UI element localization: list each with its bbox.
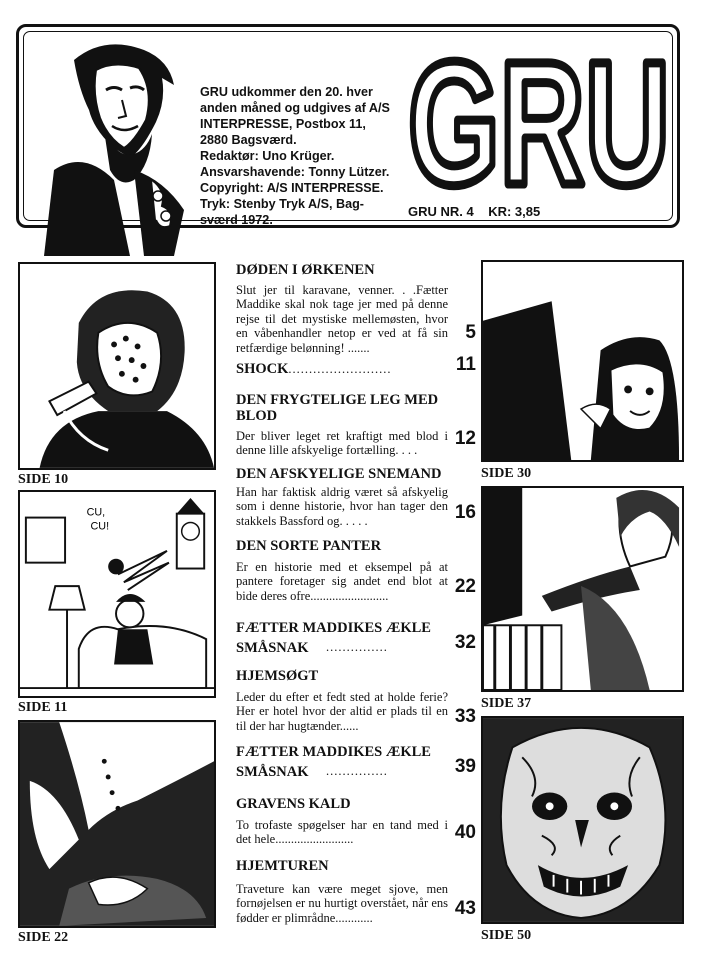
masthead-line: Tryk: Stenby Tryk A/S, Bag- [200, 197, 365, 211]
toc-title: DEN SORTE PANTER [236, 538, 382, 554]
toc-desc: Traveture kan være meget sjove, men fornøjelsen er nu hurtigt overstået, når ens fødder er plimrådne............ [236, 882, 448, 925]
illustration-side-50 [481, 716, 684, 924]
toc-dots: ............... [326, 764, 388, 778]
caption-side-30: SIDE 30 [481, 466, 532, 481]
toc-title: SHOCK [236, 361, 289, 377]
toc-entry [236, 668, 474, 733]
caption-side-10: SIDE 10 [18, 472, 69, 487]
toc-desc: Leder du efter et fedt sted at holde ferie? Her er hotel hvor der altid er plads til en til der har hugtænder...... [236, 690, 448, 733]
masthead-line: Copyright: A/S INTERPRESSE. [200, 181, 384, 195]
masthead-line: GRU udkommer den 20. hver [200, 85, 373, 99]
toc-title: DEN FRYGTELIGE LEG MED BLOD [236, 392, 439, 424]
toc-page-number: 33 [454, 706, 476, 727]
illustration-side-30 [481, 260, 684, 462]
illustration-side-22 [18, 720, 216, 928]
issue-number: GRU NR. 4 [408, 204, 474, 219]
toc-page-number: 43 [454, 898, 476, 919]
masthead-line: INTERPRESSE, Postbox 11, [200, 117, 366, 131]
caption-side-50: SIDE 50 [481, 928, 532, 943]
toc-desc: Er en historie med et eksempel på at pantere foretager sig andet end blot at bide deres ofre......................... [236, 560, 448, 603]
toc-desc: Slut jer til karavane, venner. . .Fætter Maddike skal nok tage jer med på denne rejse til det mystiske mellemøsten, hvor en våbenhandler netop er ved at få sin retfærdige belønning! ....... [236, 283, 448, 355]
issue-line [408, 204, 540, 219]
toc-page-number: 32 [454, 632, 476, 653]
speech-line: CU! [90, 520, 110, 533]
masthead-line: Ansvarshavende: Tonny Lützer. [200, 165, 390, 179]
toc-entry [236, 354, 476, 378]
issue-price: KR: 3,85 [488, 204, 541, 219]
toc-dots: ............... [326, 640, 388, 654]
masthead-line: 2880 Bagsværd. [200, 133, 297, 147]
toc-entry [236, 858, 474, 925]
toc-desc: Der bliver leget ret kraftigt med blod i denne lille afskyelige fortælling. . . . [236, 429, 448, 458]
logo-text: GRU [408, 34, 670, 202]
toc-title: FÆTTER MADDIKES ÆKLE SMÅSNAK [236, 744, 431, 780]
toc-title: DEN AFSKYELIGE SNEMAND [236, 466, 442, 482]
toc-title: DØDEN I ØRKENEN [236, 262, 375, 278]
host-portrait-illustration [34, 30, 194, 256]
toc-entry [236, 796, 474, 847]
toc-page-number: 11 [455, 354, 476, 375]
illustration-side-11 [18, 490, 216, 698]
toc-dots: ......................... [288, 362, 392, 376]
illustration-side-10 [18, 262, 216, 470]
toc-entry [236, 618, 474, 658]
toc-page-number: 22 [454, 576, 476, 597]
speech-line: CU, [86, 506, 106, 519]
gru-logo [405, 34, 673, 202]
toc-page-number: 16 [454, 502, 476, 523]
masthead-line: anden måned og udgives af A/S [200, 101, 390, 115]
toc-desc: Han har faktisk aldrig været så afskyelig som i denne historie, hvor han tager den stakkels Bassford og. . . . . [236, 485, 448, 528]
toc-entry [236, 466, 474, 528]
illustration-side-37 [481, 486, 684, 692]
masthead-text [200, 84, 400, 228]
caption-side-22: SIDE 22 [18, 930, 69, 945]
toc-title: HJEMSØGT [236, 668, 319, 684]
toc-entry [236, 742, 474, 782]
toc-page-number: 5 [465, 322, 476, 343]
toc-page-number: 12 [454, 428, 476, 449]
toc-page-number: 39 [454, 756, 476, 777]
toc-title: GRAVENS KALD [236, 796, 351, 812]
toc-page-number: 40 [454, 822, 476, 843]
toc-desc: To trofaste spøgelser har en tand med i det hele......................... [236, 818, 448, 847]
caption-side-37: SIDE 37 [481, 696, 532, 711]
toc-title: HJEMTUREN [236, 858, 329, 874]
caption-side-11: SIDE 11 [18, 700, 68, 715]
masthead-line: Redaktør: Uno Krüger. [200, 149, 335, 163]
toc-entry [236, 392, 474, 458]
masthead-line: sværd 1972. [200, 213, 273, 227]
toc-entry [236, 262, 474, 355]
toc-entry [236, 538, 474, 603]
toc-title: FÆTTER MADDIKES ÆKLE SMÅSNAK [236, 620, 431, 656]
